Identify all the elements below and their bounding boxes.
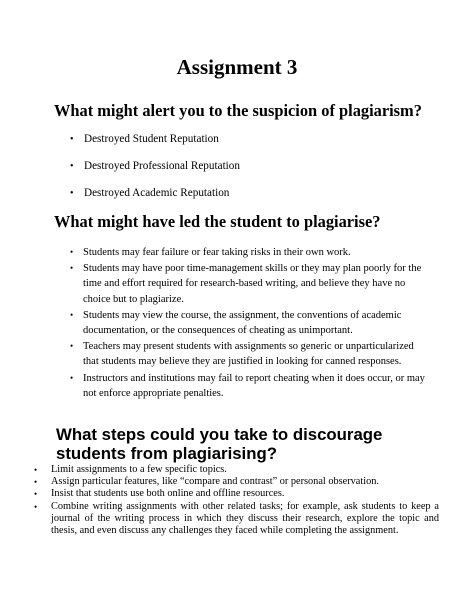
list-item-text: Destroyed Academic Reputation <box>84 187 230 199</box>
list-item <box>70 158 450 185</box>
list-item <box>70 185 450 212</box>
list-item-text: Limit assignments to a few specific topics. <box>51 464 227 475</box>
list-item <box>70 308 430 338</box>
page-title: Assignment 3 <box>176 55 298 79</box>
list-item <box>70 339 430 369</box>
list-item-text: Insist that students use both online and offline resources. <box>51 488 285 500</box>
bullet-icon: • <box>70 372 74 383</box>
bullet-icon: • <box>70 309 74 320</box>
list-item <box>34 476 439 488</box>
list-item <box>34 488 439 500</box>
section2-list <box>70 245 430 402</box>
bullet-icon: • <box>34 501 38 512</box>
list-item-text: Students may have poor time-management skills or they may plan poorly for the time and effort required for research-based writing, and believe they have no choice but to plagiarize. <box>83 263 422 305</box>
list-item <box>70 261 430 307</box>
list-item <box>34 464 439 476</box>
bullet-icon: • <box>70 188 74 199</box>
bullet-icon: • <box>34 465 38 475</box>
section1-list <box>70 131 450 212</box>
list-item-text: Students may fear failure or fear taking risks in their own work. <box>83 247 351 258</box>
list-item-text: Destroyed Student Reputation <box>84 133 219 145</box>
section3-list <box>34 464 439 537</box>
list-item <box>70 371 430 401</box>
bullet-icon: • <box>70 341 74 352</box>
bullet-icon: • <box>70 247 74 257</box>
list-item <box>70 245 430 260</box>
section2-heading: What might have led the student to plagiarise? <box>54 212 381 231</box>
bullet-icon: • <box>70 134 74 145</box>
bullet-icon: • <box>34 489 38 500</box>
section3-heading: What steps could you take to discourage students from plagiarising? <box>56 425 383 463</box>
list-item-text: Combine writing assignments with other related tasks; for example, ask students to keep a journal of the writing process in which they discuss their research, explore the topic and thesis, and even discuss any challenges they faced while completing the assignment. <box>51 500 439 537</box>
list-item <box>34 501 439 538</box>
bullet-icon: • <box>70 161 74 172</box>
list-item-text: Students may view the course, the assignment, the conventions of academic documentation, or the consequences of cheating as unimportant. <box>83 309 402 337</box>
list-item <box>70 131 450 158</box>
list-item-text: Instructors and institutions may fail to report cheating when it does occur, or may not enforce appropriate penalties. <box>83 372 425 399</box>
list-item-text: Destroyed Professional Reputation <box>84 160 240 172</box>
section1-heading: What might alert you to the suspicion of plagiarism? <box>54 101 422 120</box>
list-item-text: Teachers may present students with assignments so generic or unparticularized that students may believe they are justified in looking for canned responses. <box>83 341 414 368</box>
bullet-icon: • <box>70 263 74 274</box>
bullet-icon: • <box>34 477 38 488</box>
list-item-text: Assign particular features, like “compare and contrast” or personal observation. <box>51 476 379 488</box>
